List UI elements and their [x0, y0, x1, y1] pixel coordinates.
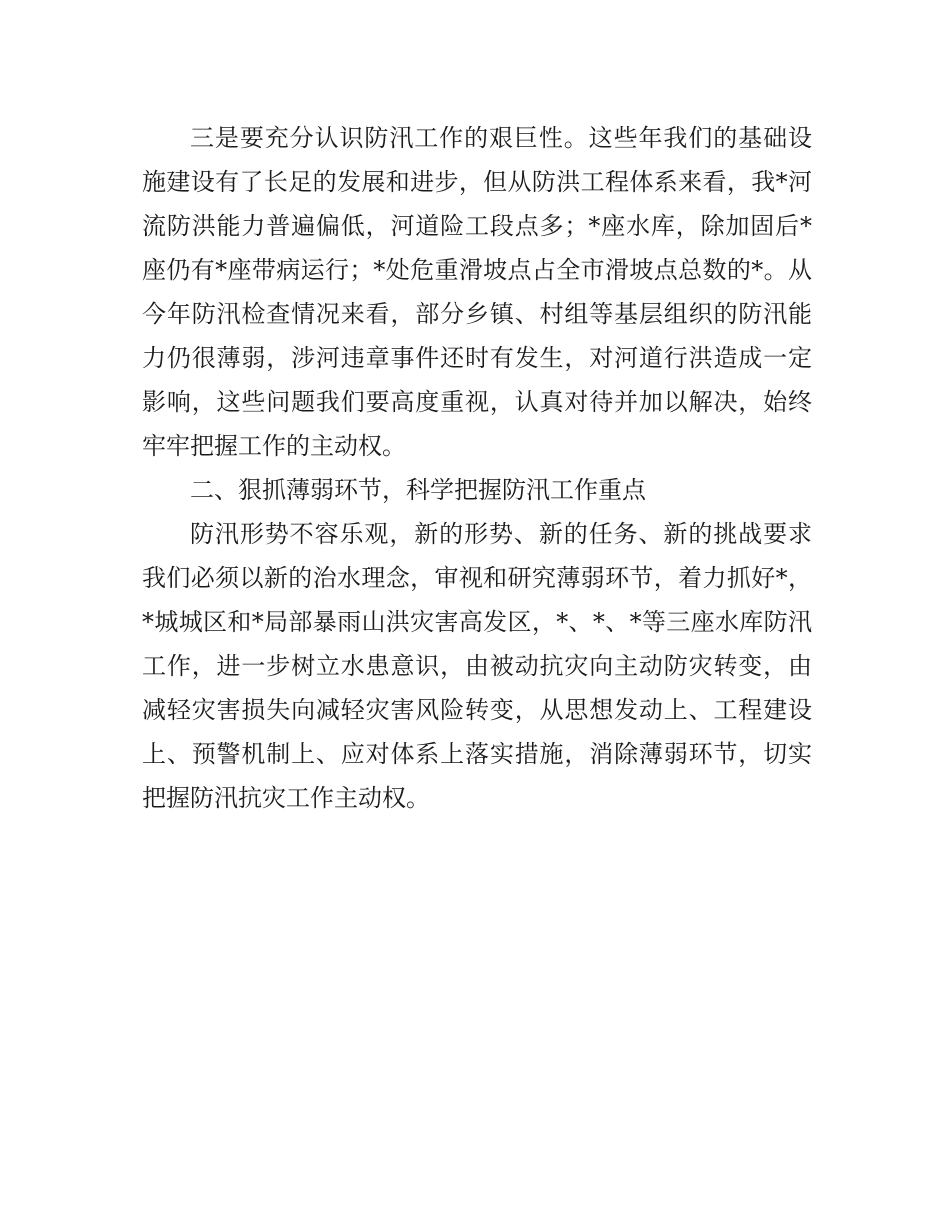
document-body	[142, 116, 812, 820]
paragraph-difficulty: 三是要充分认识防汛工作的艰巨性。这些年我们的基础设施建设有了长足的发展和进步，但从防洪工程体系来看，我*河流防洪能力普遍偏低，河道险工段点多；*座水库，除加固后*座仍有*座带病运行；*处危重滑坡点占全市滑坡点总数的*。从今年防汛检查情况来看，部分乡镇、村组等基层组织的防汛能力仍很薄弱，涉河违章事件还时有发生，对河道行洪造成一定影响，这些问题我们要高度重视，认真对待并加以解决，始终牢牢把握工作的主动权。	[142, 124, 812, 460]
section-heading-2: 二、狠抓薄弱环节，科学把握防汛工作重点	[190, 476, 646, 504]
paragraph-weak-links: 防汛形势不容乐观，新的形势、新的任务、新的挑战要求我们必须以新的治水理念，审视和研究薄弱环节，着力抓好*，*城城区和*局部暴雨山洪灾害高发区，*、*、*等三座水库防汛工作，进一步树立水患意识，由被动抗灾向主动防灾转变，由减轻灾害损失向减轻灾害风险转变，从思想发动上、工程建设上、预警机制上、应对体系上落实措施，消除薄弱环节，切实把握防汛抗灾工作主动权。	[142, 520, 812, 812]
